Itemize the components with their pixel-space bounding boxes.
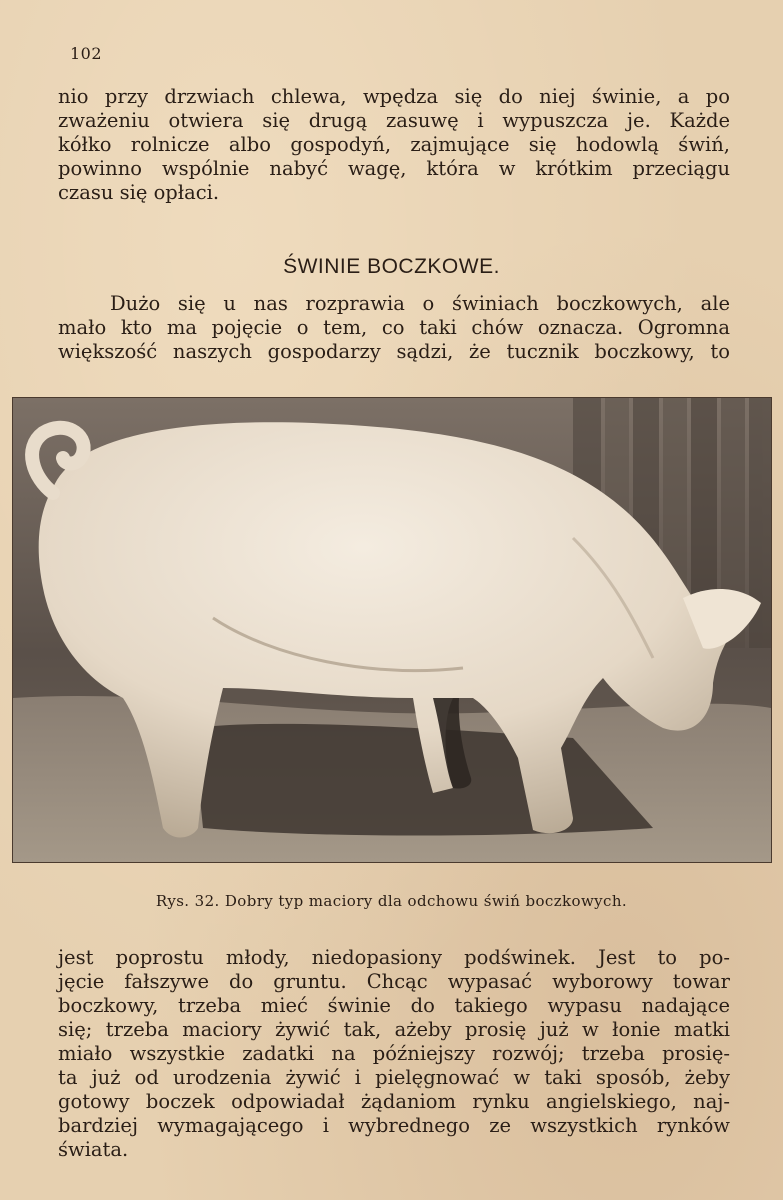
text-line: nio przy drzwiach chlewa, wpędza się do niej świnie, a po: [58, 85, 730, 108]
text-line: boczkowy, trzeba mieć świnie do takiego wypasu nadające: [58, 994, 730, 1017]
text-line: większość naszych gospodarzy sądzi, że tucznik boczkowy, to: [58, 340, 730, 363]
text-line: jęcie fałszywe do gruntu. Chcąc wypasać wyborowy towar: [58, 970, 730, 993]
text-line: mało kto ma pojęcie o tem, co taki chów oznacza. Ogromna: [58, 316, 730, 339]
text-line: Dużo się u nas rozprawia o świniach boczkowych, ale: [110, 292, 730, 315]
pig-photograph: [12, 397, 772, 863]
text-line: się; trzeba maciory żywić tak, ażeby prosię już w łonie matki: [58, 1018, 730, 1041]
text-line: świata.: [58, 1138, 129, 1161]
text-line: gotowy boczek odpowiadał żądaniom rynku angielskiego, naj-: [58, 1090, 730, 1113]
top-paragraph: [58, 85, 730, 205]
text-line: bardziej wymagającego i wybrednego ze wszystkich rynków: [58, 1114, 730, 1137]
text-line: zważeniu otwiera się drugą zasuwę i wypuszcza je. Każde: [58, 109, 730, 132]
text-line: miało wszystkie zadatki na późniejszy rozwój; trzeba prosię-: [58, 1042, 730, 1065]
text-line: powinno wspólnie nabyć wagę, która w krótkim przeciągu: [58, 157, 730, 180]
text-line: kółko rolnicze albo gospodyń, zajmujące się hodowlą świń,: [58, 133, 730, 156]
text-line: czasu się opłaci.: [58, 181, 220, 204]
intro-paragraph: [58, 292, 730, 364]
page-number: 102: [70, 44, 103, 63]
section-heading: ŚWINIE BOCZKOWE.: [283, 255, 500, 278]
text-line: jest poprostu młody, niedopasiony podświnek. Jest to po-: [58, 946, 730, 969]
figure-caption: Rys. 32. Dobry typ maciory dla odchowu świń boczkowych.: [155, 892, 628, 910]
bottom-paragraph: [58, 946, 730, 1162]
sow-illustration: [13, 398, 771, 862]
text-line: ta już od urodzenia żywić i pielęgnować w taki sposób, żeby: [58, 1066, 730, 1089]
